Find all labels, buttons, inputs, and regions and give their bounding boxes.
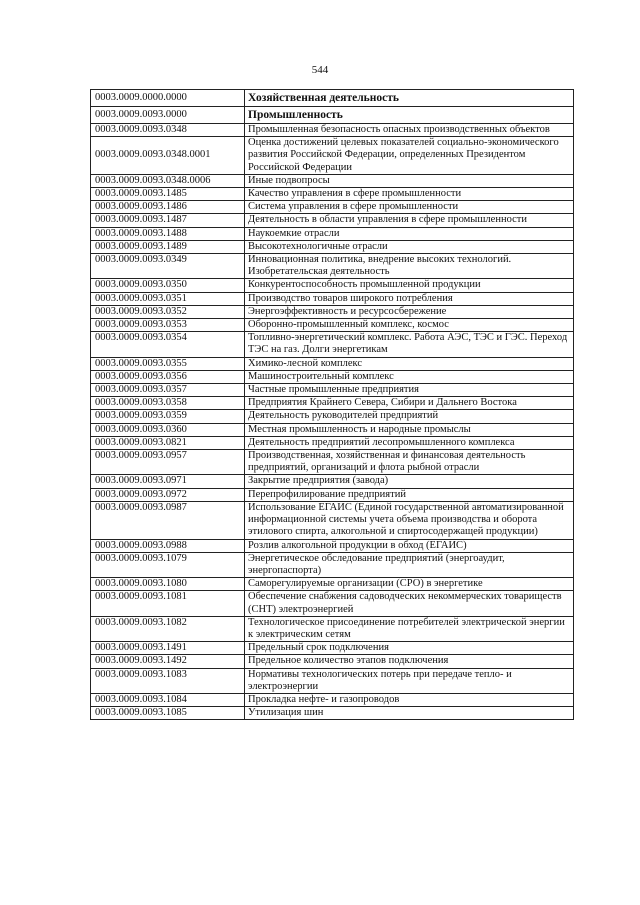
description-cell: Высокотехнологичные отрасли: [245, 240, 574, 253]
description-cell: Обеспечение снабжения садоводческих некоммерческих товариществ (СНТ) электроэнергией: [245, 591, 574, 616]
code-cell: 0003.0009.0093.0988: [91, 539, 245, 552]
description-cell: Розлив алкогольной продукции в обход (ЕГАИС): [245, 539, 574, 552]
description-cell: Саморегулируемые организации (СРО) в энергетике: [245, 578, 574, 591]
description-cell: Нормативы технологических потерь при передаче тепло- и электроэнергии: [245, 668, 574, 693]
page-number: 544: [311, 64, 329, 76]
code-cell: 0003.0009.0093.0972: [91, 488, 245, 501]
description-cell: Энергоэффективность и ресурсосбережение: [245, 305, 574, 318]
table-row: [91, 137, 574, 175]
description-cell: Производство товаров широкого потребления: [245, 292, 574, 305]
table-row: [91, 384, 574, 397]
code-cell: 0003.0009.0093.0000: [91, 107, 245, 124]
table-row: [91, 591, 574, 616]
table-row: [91, 475, 574, 488]
table-row: [91, 292, 574, 305]
description-cell: Деятельность предприятий лесопромышленного комплекса: [245, 436, 574, 449]
table-row: [91, 552, 574, 577]
description-cell: Наукоемкие отрасли: [245, 227, 574, 240]
table-row: [91, 450, 574, 475]
description-cell: Конкурентоспособность промышленной продукции: [245, 279, 574, 292]
table-row: [91, 332, 574, 357]
description-cell: Иные подвопросы: [245, 174, 574, 187]
description-cell: Энергетическое обследование предприятий (энергоаудит, энергопаспорта): [245, 552, 574, 577]
code-cell: 0003.0009.0093.0957: [91, 450, 245, 475]
description-cell: Перепрофилирование предприятий: [245, 488, 574, 501]
table-row: [91, 214, 574, 227]
description-cell: Прокладка нефте- и газопроводов: [245, 693, 574, 706]
section-title-cell: Хозяйственная деятельность: [245, 90, 574, 107]
table-row: [91, 397, 574, 410]
table-row: [91, 501, 574, 539]
description-cell: Оценка достижений целевых показателей социально-экономического развития Российской Федерации, определенных Президентом Российской Федерации: [245, 137, 574, 175]
code-cell: 0003.0009.0093.0359: [91, 410, 245, 423]
code-cell: 0003.0009.0093.1083: [91, 668, 245, 693]
description-cell: Технологическое присоединение потребителей электрической энергии к электрическим сетям: [245, 616, 574, 641]
description-cell: Предприятия Крайнего Севера, Сибири и Дальнего Востока: [245, 397, 574, 410]
description-cell: Закрытие предприятия (завода): [245, 475, 574, 488]
table-row: [91, 124, 574, 137]
code-cell: 0003.0009.0093.0355: [91, 357, 245, 370]
description-cell: Деятельность руководителей предприятий: [245, 410, 574, 423]
table-row: [91, 305, 574, 318]
table-row: [91, 578, 574, 591]
description-cell: Топливно-энергетический комплекс. Работа АЭС, ТЭС и ГЭС. Переход ТЭС на газ. Долги энергетикам: [245, 332, 574, 357]
description-cell: Инновационная политика, внедрение высоких технологий. Изобретательская деятельность: [245, 254, 574, 279]
code-cell: 0003.0009.0093.1488: [91, 227, 245, 240]
code-cell: 0003.0009.0093.0348: [91, 124, 245, 137]
code-cell: 0003.0009.0093.0353: [91, 319, 245, 332]
table-row: [91, 423, 574, 436]
code-cell: 0003.0009.0093.1081: [91, 591, 245, 616]
description-cell: Машиностроительный комплекс: [245, 370, 574, 383]
code-cell: 0003.0009.0093.0358: [91, 397, 245, 410]
code-cell: 0003.0009.0093.0356: [91, 370, 245, 383]
code-cell: 0003.0009.0093.0357: [91, 384, 245, 397]
description-cell: Производственная, хозяйственная и финансовая деятельность предприятий, организаций и флота рыбной отрасли: [245, 450, 574, 475]
table-row: [91, 240, 574, 253]
table-row: [91, 616, 574, 641]
description-cell: Химико-лесной комплекс: [245, 357, 574, 370]
table-row: [91, 188, 574, 201]
code-cell: 0003.0009.0093.1079: [91, 552, 245, 577]
code-cell: 0003.0009.0093.0348.0006: [91, 174, 245, 187]
code-cell: 0003.0009.0093.0987: [91, 501, 245, 539]
table-row: [91, 539, 574, 552]
description-cell: Местная промышленность и народные промыслы: [245, 423, 574, 436]
code-cell: 0003.0009.0093.0360: [91, 423, 245, 436]
table-row: [91, 227, 574, 240]
code-cell: 0003.0009.0093.1485: [91, 188, 245, 201]
description-cell: Утилизация шин: [245, 707, 574, 720]
code-cell: 0003.0009.0093.1492: [91, 655, 245, 668]
table-row: [91, 201, 574, 214]
table-row: [91, 488, 574, 501]
classifier-table: [90, 89, 574, 720]
code-cell: 0003.0009.0093.1080: [91, 578, 245, 591]
code-cell: 0003.0009.0093.0821: [91, 436, 245, 449]
table-row: [91, 668, 574, 693]
table-row: [91, 693, 574, 706]
description-cell: Оборонно-промышленный комплекс, космос: [245, 319, 574, 332]
code-cell: 0003.0009.0093.0350: [91, 279, 245, 292]
table-row: [91, 436, 574, 449]
code-cell: 0003.0009.0093.0354: [91, 332, 245, 357]
table-row: [91, 642, 574, 655]
code-cell: 0003.0009.0093.0351: [91, 292, 245, 305]
code-cell: 0003.0009.0093.0971: [91, 475, 245, 488]
table-row: [91, 174, 574, 187]
description-cell: Частные промышленные предприятия: [245, 384, 574, 397]
description-cell: Использование ЕГАИС (Единой государственной автоматизированной информационной системы учета объема производства и оборота этилового спирта, алкогольной и спиртосодержащей продукции): [245, 501, 574, 539]
section-title-cell: Промышленность: [245, 107, 574, 124]
code-cell: 0003.0009.0093.1491: [91, 642, 245, 655]
code-cell: 0003.0009.0093.1085: [91, 707, 245, 720]
table-row: [91, 254, 574, 279]
code-cell: 0003.0009.0000.0000: [91, 90, 245, 107]
table-row: [91, 279, 574, 292]
description-cell: Промышленная безопасность опасных производственных объектов: [245, 124, 574, 137]
description-cell: Предельное количество этапов подключения: [245, 655, 574, 668]
description-cell: Система управления в сфере промышленности: [245, 201, 574, 214]
table-row: [91, 410, 574, 423]
table-row: [91, 370, 574, 383]
section-heading-row: [91, 107, 574, 124]
table-row: [91, 319, 574, 332]
classifier-table-body: [91, 90, 574, 720]
section-heading-row: [91, 90, 574, 107]
code-cell: 0003.0009.0093.1082: [91, 616, 245, 641]
code-cell: 0003.0009.0093.0349: [91, 254, 245, 279]
code-cell: 0003.0009.0093.1084: [91, 693, 245, 706]
code-cell: 0003.0009.0093.1487: [91, 214, 245, 227]
table-row: [91, 707, 574, 720]
code-cell: 0003.0009.0093.0352: [91, 305, 245, 318]
code-cell: 0003.0009.0093.1489: [91, 240, 245, 253]
description-cell: Качество управления в сфере промышленности: [245, 188, 574, 201]
description-cell: Предельный срок подключения: [245, 642, 574, 655]
description-cell: Деятельность в области управления в сфере промышленности: [245, 214, 574, 227]
code-cell: 0003.0009.0093.0348.0001: [91, 137, 245, 175]
table-row: [91, 655, 574, 668]
code-cell: 0003.0009.0093.1486: [91, 201, 245, 214]
table-row: [91, 357, 574, 370]
